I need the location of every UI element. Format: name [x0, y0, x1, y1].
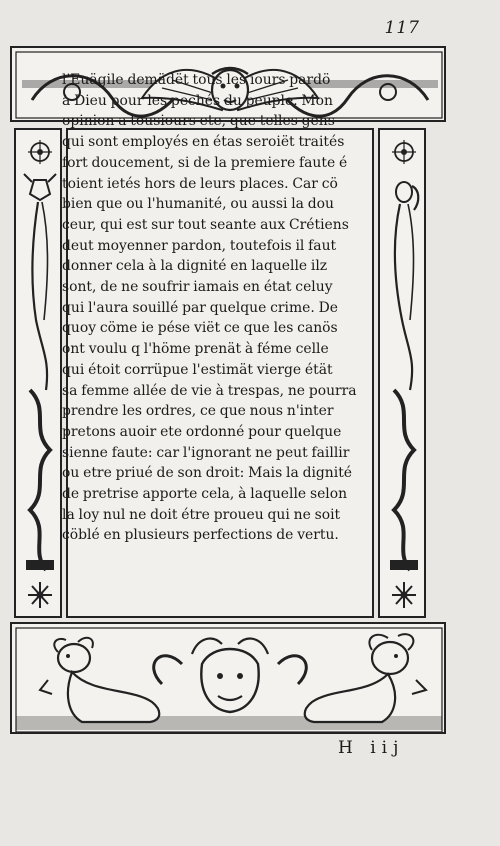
rosette-icon	[392, 140, 416, 164]
body-text	[62, 70, 362, 546]
flower-icon	[392, 582, 416, 608]
text-line: à Dieu pour les pechés du peuple. Mon	[62, 92, 333, 109]
text-line: deut moyenner pardon, toutefois il faut	[62, 237, 337, 254]
flower-icon	[28, 582, 52, 608]
grotesque-mask-icon	[154, 639, 307, 712]
lions-and-mask-ornament-icon	[12, 624, 448, 736]
text-line: quoy cöme ie pése viët ce que les canös	[62, 320, 338, 337]
text-line: sa femme allée de vie à trespas, ne pourra	[62, 382, 357, 399]
right-ornament-column	[378, 128, 426, 618]
lion-right-icon	[305, 634, 426, 722]
lion-left-icon	[40, 638, 159, 722]
text-line: prendre les ordres, ce que nous n'inter	[62, 403, 334, 420]
text-line: ou etre priué de son droit: Mais la dignité	[62, 465, 353, 482]
text-line: sienne faute: car l'ignorant ne peut faillir	[62, 444, 350, 461]
figure-column-icon	[16, 130, 64, 620]
rosette-icon	[28, 140, 52, 164]
text-line: ont voulu q l'höme prenät à féme celle	[62, 341, 329, 358]
text-line: l'Euägile demädët tous les iours pardö	[62, 72, 331, 88]
text-line: qui sont employés en étas seroiët traités	[62, 134, 345, 151]
figure-column-icon	[380, 130, 428, 620]
text-line: de pretrise apporte cela, à laquelle selon	[62, 486, 348, 503]
text-line: fort doucement, si de la premiere faute é	[62, 154, 348, 171]
signature-mark: H iij	[338, 738, 405, 758]
text-line: cöblé en plusieurs perfections de vertu.	[62, 527, 339, 544]
text-line: donner cela à la dignité en laquelle ilz	[62, 258, 328, 275]
text-line: ceur, qui est sur tout seante aux Crétiens	[62, 216, 349, 233]
text-line: pretons auoir ete ordonné pour quelque	[62, 423, 342, 440]
text-line: la loy nul ne doit étre proueu qui ne soit	[62, 506, 341, 523]
text-line: sont, de ne soufrir iamais en état celuy	[62, 279, 333, 296]
left-ornament-column	[14, 128, 62, 618]
page-number: 117	[384, 18, 420, 38]
text-line: qui étoit corrüpue l'estimät vierge étät	[62, 361, 333, 378]
bottom-ornament-band	[10, 622, 446, 734]
text-line: qui l'aura souillé par quelque crime. De	[62, 299, 338, 316]
text-line: bien que ou l'humanité, ou aussi la dou	[62, 196, 334, 213]
text-line: toient ietés hors de leurs places. Car cö	[62, 175, 338, 192]
text-line: opinion a tousiours ete, que telles gens	[62, 113, 335, 130]
